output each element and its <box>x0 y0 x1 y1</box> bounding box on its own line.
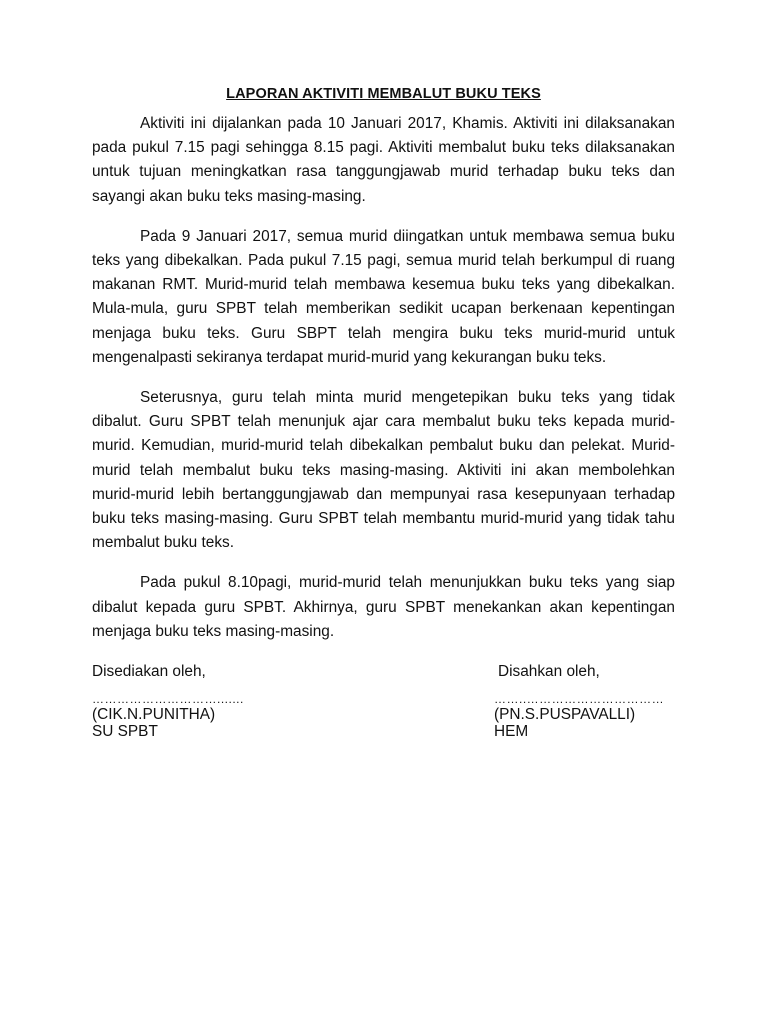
document-title: LAPORAN AKTIVITI MEMBALUT BUKU TEKS <box>226 86 541 102</box>
paragraph-4: Pada pukul 8.10pagi, murid-murid telah menunjukkan buku teks yang siap dibalut kepada guru SPBT. Akhirnya, guru SPBT menekankan akan kepentingan menjaga buku teks masing-masing. <box>92 574 675 640</box>
approved-by-role: HEM <box>494 723 529 741</box>
prepared-by-name: (CIK.N.PUNITHA) <box>92 706 216 724</box>
paragraph-2: Pada 9 Januari 2017, semua murid diingatkan untuk membawa semua buku teks yang dibekalkan. Pada pukul 7.15 pagi, semua murid telah berkumpul di ruang makanan RMT. Murid-murid telah membawa kesemua buku teks yang dibekalkan. Mula-mula, guru SPBT telah memberikan sedikit ucapan berkenaan kepentingan menjaga buku teks. Guru SBPT telah mengira buku teks murid-murid untuk mengenalpasti sekiranya terdapat murid-murid yang kekurangan buku teks. <box>92 227 675 366</box>
approved-by-name: (PN.S.PUSPAVALLI) <box>494 706 636 724</box>
signature-section <box>92 660 675 760</box>
prepared-by-label: Disediakan oleh, <box>92 663 206 681</box>
approved-by-label: Disahkan oleh, <box>498 663 600 681</box>
paragraph-1: Aktiviti ini dijalankan pada 10 Januari 2017, Khamis. Aktiviti ini dilaksanakan pada pukul 7.15 pagi sehingga 8.15 pagi. Aktiviti membalut buku teks dilaksanakan untuk tujuan meningkatkan rasa tanggungjawab murid terhadap buku teks dan sayangi akan buku teks masing-masing. <box>92 115 675 205</box>
prepared-by-role: SU SPBT <box>92 723 158 741</box>
approved-by-signature-line: ……..…………………………… <box>494 692 665 707</box>
paragraph-3: Seterusnya, guru telah minta murid mengetepikan buku teks yang tidak dibalut. Guru SPBT telah menunjuk ajar cara membalut buku teks kepada murid-murid. Kemudian, murid-murid telah dibekalkan pembalut buku dan pelekat. Murid-murid telah membalut buku teks masing-masing. Aktiviti ini akan membolehkan murid-murid lebih bertanggungjawab dan mempunyai rasa kesepunyaan terhadap buku teks masing-masing. Guru SPBT telah membantu murid-murid yang tidak tahu membalut buku teks. <box>92 389 675 552</box>
prepared-by-signature-line: …………………………....... <box>92 692 244 707</box>
signature-prepared-by <box>92 660 244 740</box>
document-page <box>92 86 675 760</box>
signature-approved-by <box>494 660 664 740</box>
